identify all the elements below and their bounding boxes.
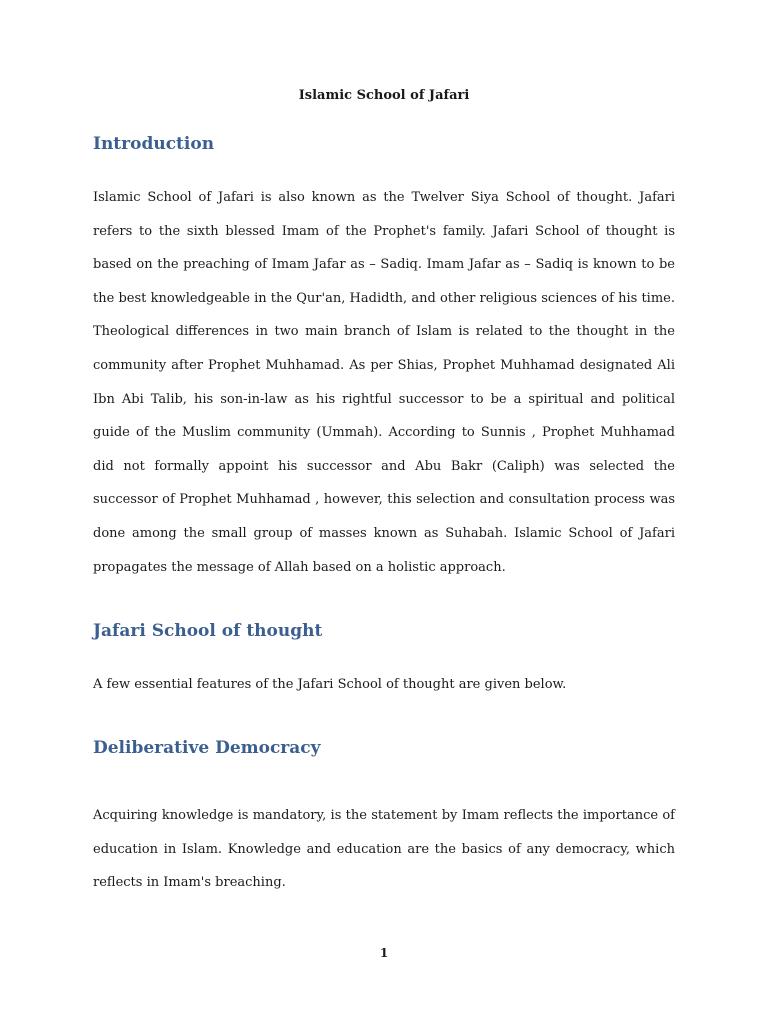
jafari-school-paragraph: A few essential features of the Jafari School of thought are given below.: [93, 677, 567, 692]
introduction-paragraph: Islamic School of Jafari is also known as the Twelver Siya School of thought. Jafari refers to the sixth blessed Imam of the Prophet's family. Jafari School of thought is based on the preaching of Imam Jafar as – Sadiq. Imam Jafar as – Sadiq is known to be the best knowledgeable in the Qur'an, Hadidth, and other religious sciences of his time. Theological differences in two main branch of Islam is related to the thought in the community after Prophet Muhhamad. As per Shias, Prophet Muhhamad designated Ali Ibn Abi Talib, his son-in-law as his rightful successor to be a spiritual and political guide of the Muslim community (Ummah). According to Sunnis , Prophet Muhhamad did not formally appoint his successor and Abu Bakr (Caliph) was selected the successor of Prophet Muhhamad , however, this selection and consultation process was done among the small group of masses known as Suhabah. Islamic School of Jafari propagates the message of Allah based on a holistic approach.: [93, 190, 675, 575]
document-title: Islamic School of Jafari: [298, 88, 470, 103]
page-number: 1: [379, 946, 389, 960]
section-heading-introduction: Introduction: [93, 134, 215, 154]
deliberative-democracy-paragraph: Acquiring knowledge is mandatory, is the statement by Imam reflects the importance of education in Islam. Knowledge and education are the basics of any democracy, which reflects in Imam's breaching.: [93, 808, 675, 891]
section-heading-deliberative-democracy: Deliberative Democracy: [93, 738, 321, 758]
section-heading-jafari-school: Jafari School of thought: [93, 621, 323, 641]
